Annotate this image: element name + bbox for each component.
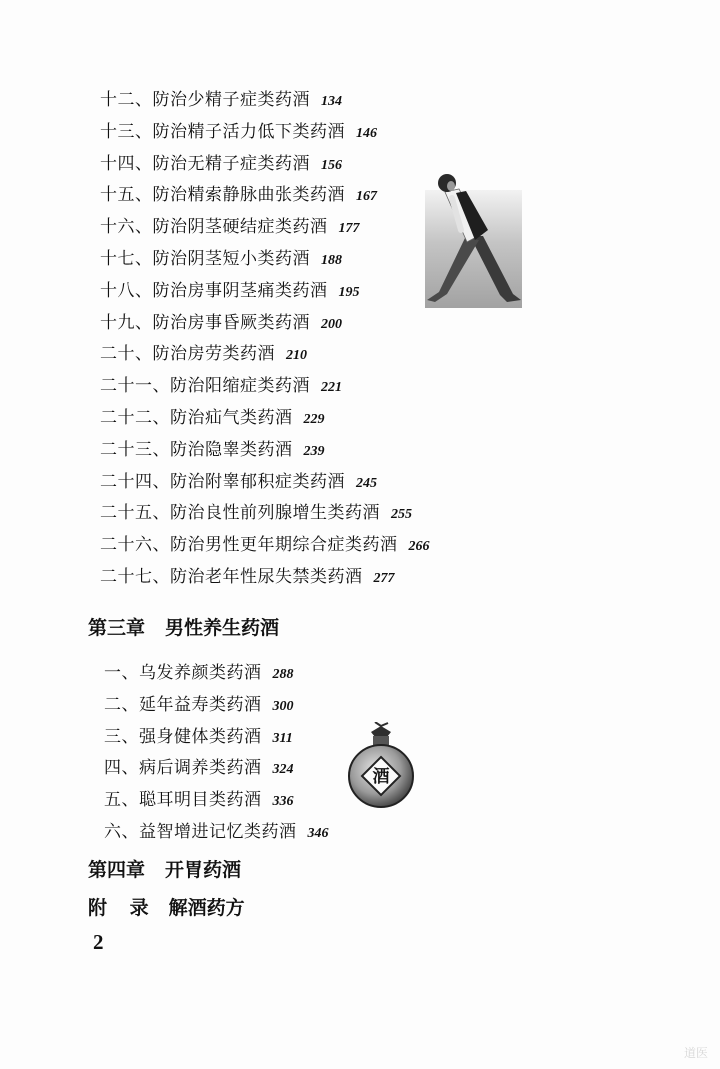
toc-entry (100, 370, 430, 402)
toc-entry-title: 二十五、防治良性前列腺增生类药酒 (100, 503, 380, 524)
toc-entry-page: 239 (303, 443, 325, 459)
chapter-label: 第四章 (88, 859, 146, 881)
chapter-title: 开胃药酒 (165, 859, 242, 881)
toc-entry-page: 324 (272, 762, 294, 778)
toc-list-chapter-3 (104, 657, 329, 848)
toc-entry-page: 336 (272, 794, 294, 810)
toc-entry-page: 188 (321, 252, 342, 268)
toc-entry (100, 434, 430, 466)
toc-entry-page: 156 (321, 157, 342, 173)
toc-list-previous-chapter (100, 84, 430, 593)
chapter-heading-4 (88, 856, 241, 884)
jar-lid-knot (371, 726, 391, 737)
toc-entry (100, 402, 430, 434)
toc-entry-page: 146 (356, 125, 377, 141)
chapter-title: 男性养生药酒 (165, 617, 280, 639)
toc-entry-title: 四、病后调养类药酒 (104, 758, 262, 779)
watermark: 道医 (683, 1046, 708, 1060)
toc-entry-page: 195 (338, 284, 360, 300)
toc-entry-page: 210 (286, 348, 307, 364)
toc-entry (100, 179, 430, 211)
toc-entry-title: 十九、防治房事昏厥类药酒 (100, 312, 310, 333)
toc-entry-page: 300 (272, 698, 294, 714)
toc-entry-title: 二十一、防治阳缩症类药酒 (100, 376, 310, 397)
toc-entry-page: 288 (272, 667, 294, 682)
toc-entry (104, 784, 329, 816)
toc-entry-page: 221 (321, 380, 342, 396)
toc-entry (100, 84, 430, 116)
toc-entry-title: 十二、防治少精子症类药酒 (100, 90, 310, 110)
toc-entry-title: 十六、防治阴茎硬结症类药酒 (100, 217, 328, 238)
toc-entry (100, 466, 430, 498)
toc-entry-title: 一、乌发养颜类药酒 (104, 663, 262, 683)
page-number: 2 (93, 930, 104, 954)
toc-entry (104, 689, 329, 721)
jar-label-text: 酒 (372, 767, 390, 787)
toc-entry-title: 十五、防治精索静脉曲张类药酒 (100, 185, 345, 206)
toc-entry (100, 275, 430, 307)
toc-entry-title: 二十六、防治男性更年期综合症类药酒 (100, 535, 398, 556)
chapter-heading-3 (88, 614, 279, 642)
toc-entry (104, 752, 329, 784)
toc-entry-page: 134 (321, 94, 342, 109)
toc-entry (104, 721, 329, 753)
face (447, 181, 455, 191)
toc-entry-title: 五、聪耳明目类药酒 (104, 790, 262, 811)
toc-entry-title: 二十四、防治附睾郁积症类药酒 (100, 471, 345, 492)
toc-entry-title: 二十、防治房劳类药酒 (100, 344, 275, 365)
chapter-label: 第三章 (88, 617, 146, 639)
toc-entry-title: 六、益智增进记忆类药酒 (104, 821, 297, 842)
toc-entry-page: 255 (391, 507, 412, 523)
toc-entry-title: 十四、防治无精子症类药酒 (100, 153, 310, 174)
toc-entry-title: 十三、防治精子活力低下类药酒 (100, 121, 345, 142)
toc-entry (100, 148, 430, 180)
toc-entry-title: 二十三、防治隐睾类药酒 (100, 439, 293, 460)
toc-entry-page: 167 (356, 189, 377, 205)
toc-entry-page: 200 (321, 316, 342, 332)
toc-entry-title: 二十七、防治老年性尿失禁类药酒 (100, 566, 363, 587)
jar-lid-ties (375, 722, 388, 726)
toc-entry-title: 三、强身健体类药酒 (104, 726, 262, 747)
toc-entry (100, 338, 430, 370)
toc-entry (100, 561, 430, 593)
toc-entry-title: 十八、防治房事阴茎痛类药酒 (100, 280, 328, 301)
toc-entry (100, 497, 430, 529)
toc-entry (104, 816, 329, 848)
toc-entry-page: 177 (338, 221, 360, 237)
walking-man-illustration (425, 168, 522, 308)
toc-entry-title: 十七、防治阴茎短小类药酒 (100, 248, 310, 269)
toc-entry-title: 二十二、防治疝气类药酒 (100, 407, 293, 428)
toc-entry-page: 229 (303, 411, 325, 427)
toc-entry (100, 211, 430, 243)
toc-entry (100, 116, 430, 148)
toc-entry (100, 529, 430, 561)
appendix-heading (88, 894, 245, 922)
appendix-label: 附 录 (88, 897, 149, 919)
toc-entry-page: 311 (272, 730, 293, 746)
toc-entry (100, 243, 430, 275)
toc-entry-page: 277 (373, 570, 395, 586)
toc-entry-page: 245 (356, 475, 377, 491)
toc-entry-page: 346 (307, 825, 329, 841)
jar-neck (373, 736, 389, 745)
toc-entry-title: 二、延年益寿类药酒 (104, 694, 262, 715)
toc-entry-page: 266 (408, 539, 430, 555)
appendix-title: 解酒药方 (168, 897, 245, 919)
wine-jar-illustration (345, 722, 417, 810)
toc-entry (100, 307, 430, 339)
toc-entry (104, 657, 329, 689)
